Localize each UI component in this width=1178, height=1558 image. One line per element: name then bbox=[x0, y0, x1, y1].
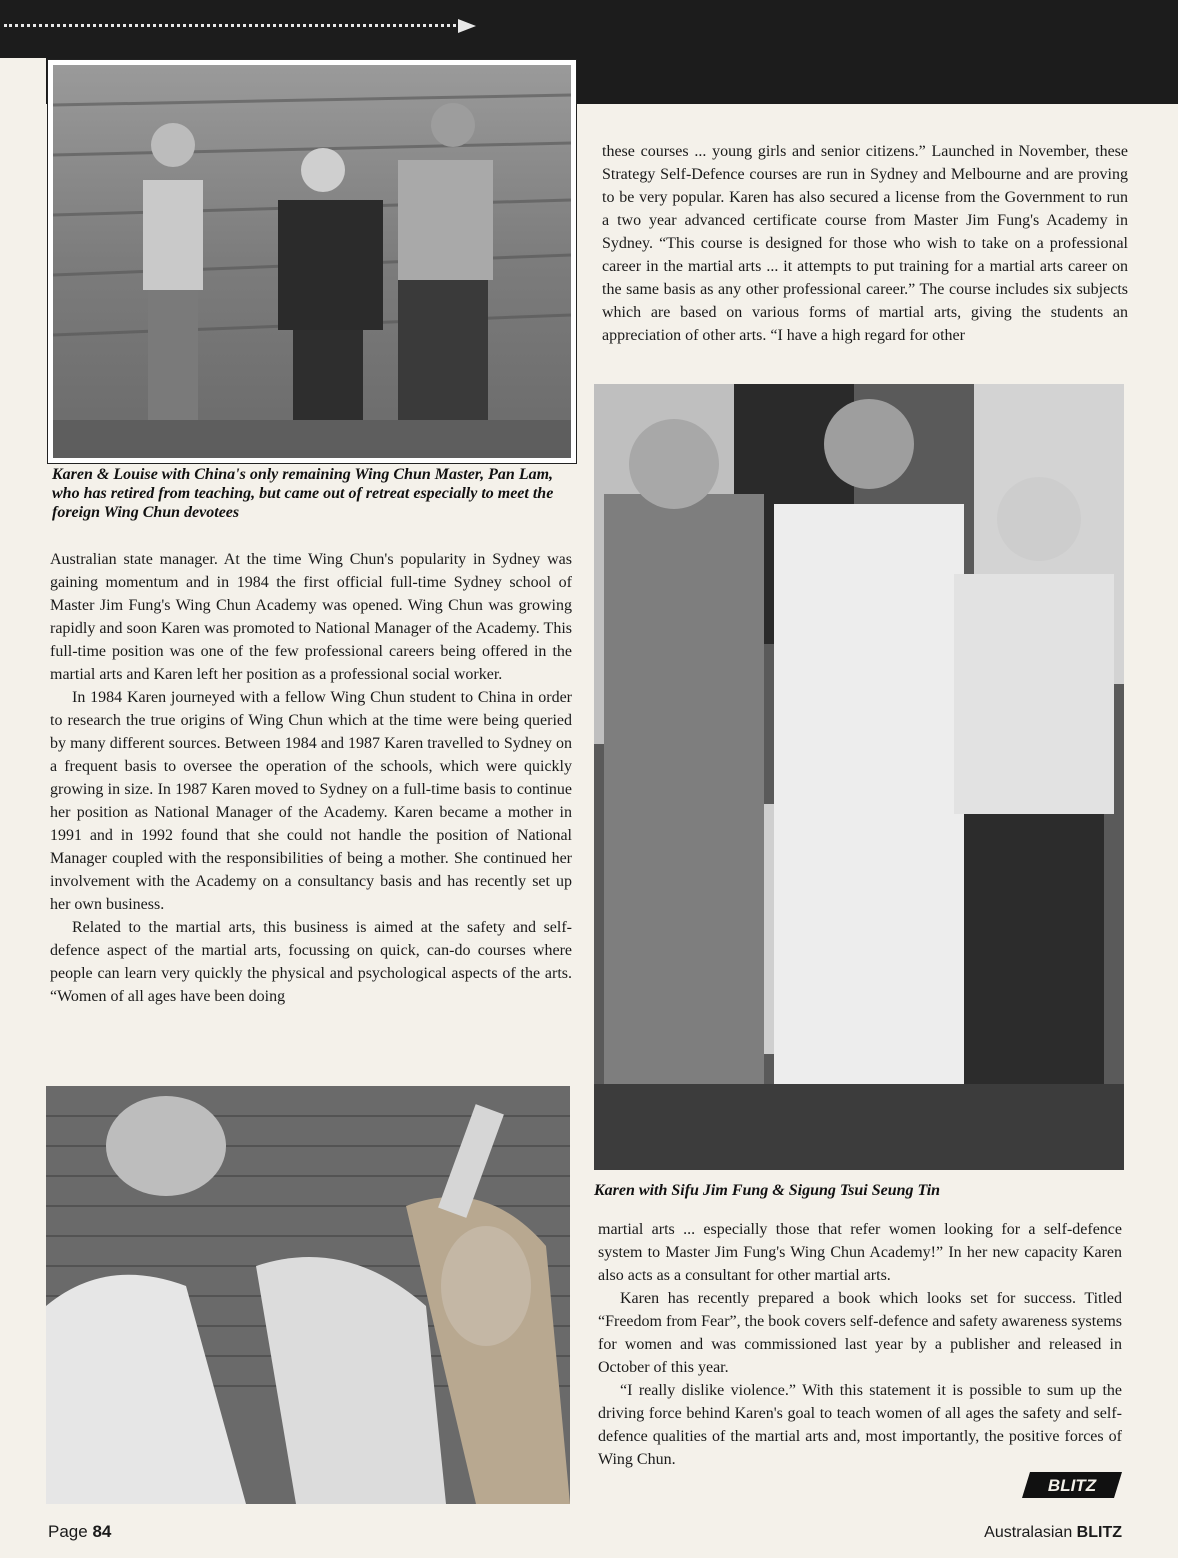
paragraph: Related to the martial arts, this business is aimed at the safety and self-defence aspect of the martial arts, focussing on quick, can-do courses where people can learn very quickly the physical and psychological aspects of the arts. “Women of all ages have been doing bbox=[50, 919, 572, 1005]
paragraph: Karen has recently prepared a book which looks set for success. Titled “Freedom from Fear”, the book covers self-defence and safety awareness systems for women and was commissioned last year by a publisher and released in October of this year. bbox=[598, 1290, 1122, 1376]
page-number: Page 84 bbox=[48, 1522, 112, 1541]
paragraph: Australian state manager. At the time Wing Chun's popularity in Sydney was gaining momentum and in 1984 the first official full-time Sydney school of Master Jim Fung's Wing Chun Academy was opened. Wing Chun was growing rapidly and soon Karen was promoted to National Manager of the Academy. This full-time position was one of the few professional careers being offered in the martial arts and Karen left her position as a professional social worker. bbox=[50, 551, 572, 683]
paragraph: “I really dislike violence.” With this statement it is possible to sum up the driving force behind Karen's goal to teach women of all ages the safety and self-defence qualities of the martial arts and, most importantly, the positive forces of Wing Chun. bbox=[598, 1382, 1122, 1468]
paragraph: martial arts ... especially those that refer women looking for a self-defence system to Master Jim Fung's Wing Chun Academy!” In her new capacity Karen also acts as a consultant for other martial arts. bbox=[598, 1221, 1122, 1284]
caption-pan-lam: Karen & Louise with China's only remaining Wing Chun Master, Pan Lam, who has retired from teaching, but came out of retreat especially to meet the foreign Wing Chun devotees bbox=[52, 466, 554, 521]
blitz-logo bbox=[1022, 1470, 1122, 1500]
paragraph: In 1984 Karen journeyed with a fellow Wing Chun student to China in order to research the true origins of Wing Chun which at the time were being queried by many different sources. Between 1984 and 1987 Karen travelled to Sydney on a frequent basis to oversee the operation of the schools, which were quickly growing in size. In 1987 Karen moved to Sydney on a full-time basis to continue her position as National Manager of the Academy. Karen became a mother in 1991 and in 1992 found that she could not handle the position of National Manager coupled with the responsibilities of being a mother. She continued her involvement with the Academy on a consultancy basis and has recently set up her own business. bbox=[50, 689, 572, 913]
right-column-top bbox=[602, 140, 1128, 347]
photo-pan-lam bbox=[48, 60, 576, 463]
right-column-bottom bbox=[598, 1218, 1122, 1471]
photo-self-defence bbox=[46, 1086, 570, 1504]
paragraph: these courses ... young girls and senior citizens.” Launched in November, these Strategy Self-Defence courses are run in Sydney and Melbourne and are proving to be very popular. Karen has also secured a license from the Government to run a two year advanced certificate course from Master Jim Fung's Academy in Sydney. “This course is designed for those who wish to take on a professional career in the martial arts ... it attempts to put training for a martial arts career on the same basis as any other professional career.” The course includes six subjects which are based on various forms of martial arts, giving the students an appreciation of other arts. “I have a high regard for other bbox=[602, 143, 1128, 344]
magazine-name: Australasian BLITZ bbox=[984, 1524, 1122, 1541]
caption-jim-fung: Karen with Sifu Jim Fung & Sigung Tsui Seung Tin bbox=[594, 1182, 941, 1199]
photo-jim-fung bbox=[594, 384, 1124, 1170]
arrow-icon bbox=[458, 19, 476, 33]
dotted-rule bbox=[4, 24, 456, 27]
svg-text:BLITZ: BLITZ bbox=[1047, 1476, 1097, 1495]
left-column bbox=[50, 548, 572, 1008]
